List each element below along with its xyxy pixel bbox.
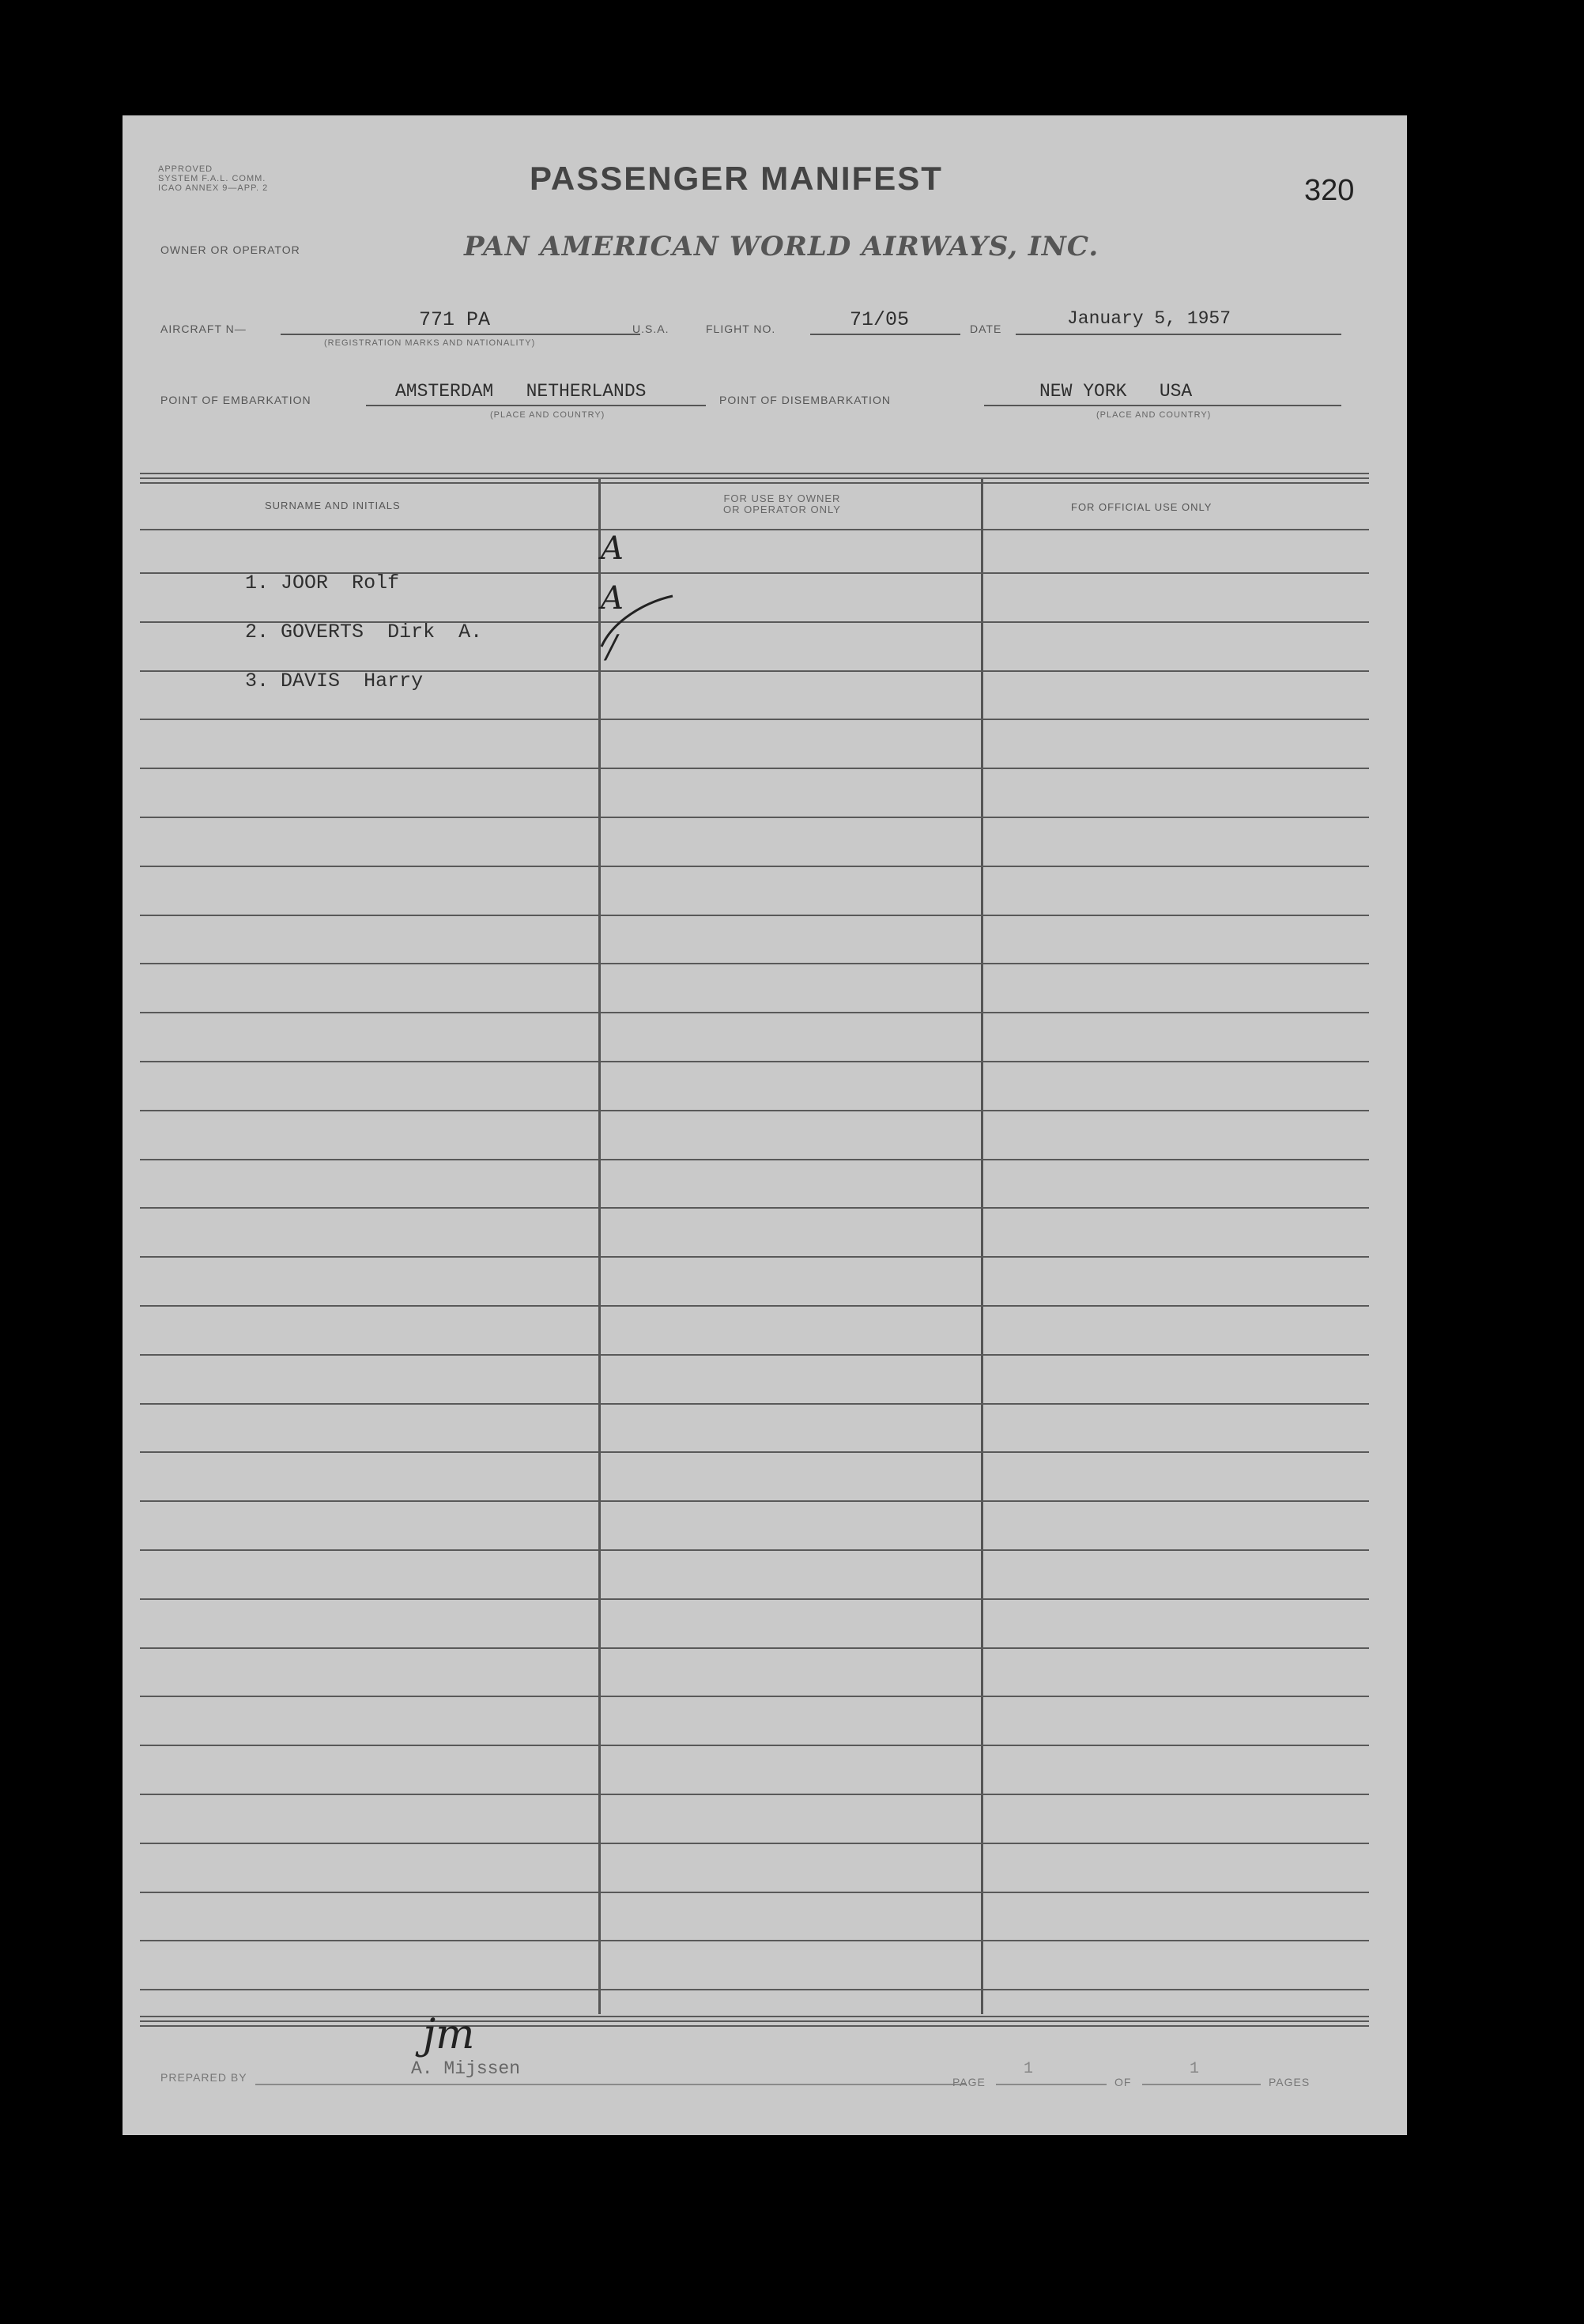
disembarkation-label: POINT OF DISEMBARKATION xyxy=(719,394,891,406)
embarkation-sublabel: (PLACE AND COUNTRY) xyxy=(490,410,605,420)
table-row-line xyxy=(140,1305,1369,1307)
approval-stamp xyxy=(158,164,268,193)
table-row-line xyxy=(140,1843,1369,1844)
table-row-line xyxy=(140,1207,1369,1209)
manifest-sheet xyxy=(123,115,1407,2135)
page-title: PASSENGER MANIFEST xyxy=(530,160,943,197)
table-row-line xyxy=(140,1745,1369,1746)
passenger-number: 3. xyxy=(245,670,270,692)
disembarkation-sublabel: (PLACE AND COUNTRY) xyxy=(1096,410,1212,420)
table-row-line xyxy=(140,1061,1369,1062)
page-number: 320 xyxy=(1304,174,1355,207)
preparer-initials: jm xyxy=(423,2011,475,2058)
usa-label: U.S.A. xyxy=(632,323,669,335)
approval-line-2: SYSTEM F.A.L. COMM. xyxy=(158,174,266,183)
embarkation-value: AMSTERDAM NETHERLANDS xyxy=(395,381,647,402)
table-row-line xyxy=(140,915,1369,916)
col-header-owner-use: FOR USE BY OWNER OR OPERATOR ONLY xyxy=(723,492,841,515)
table-row-line xyxy=(140,963,1369,964)
approval-line-3: ICAO ANNEX 9—APP. 2 xyxy=(158,183,269,193)
table-row-line xyxy=(140,768,1369,769)
prepared-value: A. Mijssen xyxy=(411,2058,521,2079)
column-divider-1 xyxy=(598,479,601,2014)
table-row-line xyxy=(140,1549,1369,1551)
passenger-name: DAVIS Harry xyxy=(281,670,424,692)
of-label: OF xyxy=(1114,2076,1132,2088)
prepared-label: PREPARED BY xyxy=(160,2071,247,2084)
col-header-name: SURNAME AND INITIALS xyxy=(265,500,401,511)
owner-value: PAN AMERICAN WORLD AIRWAYS, INC. xyxy=(464,231,1099,262)
table-row-line xyxy=(140,1794,1369,1795)
table-row-line xyxy=(140,1500,1369,1502)
passenger-number: 1. xyxy=(245,572,270,594)
table-row-line xyxy=(140,1110,1369,1111)
owner-label: OWNER OR OPERATOR xyxy=(160,243,300,256)
table-row-line xyxy=(140,1403,1369,1405)
table-row-line xyxy=(140,1647,1369,1649)
column-divider-2 xyxy=(981,479,983,2014)
table-row-line xyxy=(140,1989,1369,1990)
passenger-name: GOVERTS Dirk A. xyxy=(281,621,483,643)
table-row-line xyxy=(140,1159,1369,1160)
flight-label: FLIGHT NO. xyxy=(706,323,776,335)
operator-mark-2: A xyxy=(601,580,624,617)
aircraft-label: AIRCRAFT N— xyxy=(160,323,247,335)
operator-mark-3: / xyxy=(606,629,617,666)
table-row-line xyxy=(140,866,1369,867)
table-row-line xyxy=(140,1598,1369,1600)
date-label: DATE xyxy=(970,323,1002,335)
table-row-line xyxy=(140,1892,1369,1893)
table-row-line xyxy=(140,1940,1369,1941)
list-item xyxy=(174,647,537,715)
approval-line-1: APPROVED xyxy=(158,164,213,174)
table-row-line xyxy=(140,817,1369,818)
disembarkation-value: NEW YORK USA xyxy=(1039,381,1193,402)
table-row-line xyxy=(140,1256,1369,1258)
page-label: PAGE xyxy=(952,2076,986,2088)
passenger-name: JOOR Rolf xyxy=(281,572,400,594)
aircraft-sublabel: (REGISTRATION MARKS AND NATIONALITY) xyxy=(324,338,536,348)
table-row-line xyxy=(140,1696,1369,1697)
passenger-number: 2. xyxy=(245,621,270,643)
check-stroke xyxy=(597,590,676,653)
page-value: 1 xyxy=(1024,2060,1034,2078)
table-row-line xyxy=(140,719,1369,720)
embarkation-label: POINT OF EMBARKATION xyxy=(160,394,311,406)
aircraft-value: 771 PA xyxy=(419,308,491,331)
operator-mark-1: A xyxy=(601,530,624,567)
date-value: January 5, 1957 xyxy=(1067,308,1231,329)
table-row-line xyxy=(140,1354,1369,1356)
table-row-line xyxy=(140,1451,1369,1453)
table-row-line xyxy=(140,1012,1369,1013)
col-header-official: FOR OFFICIAL USE ONLY xyxy=(1071,501,1213,513)
of-value: 1 xyxy=(1190,2060,1200,2078)
flight-value: 71/05 xyxy=(850,308,910,331)
pages-label: PAGES xyxy=(1269,2076,1311,2088)
